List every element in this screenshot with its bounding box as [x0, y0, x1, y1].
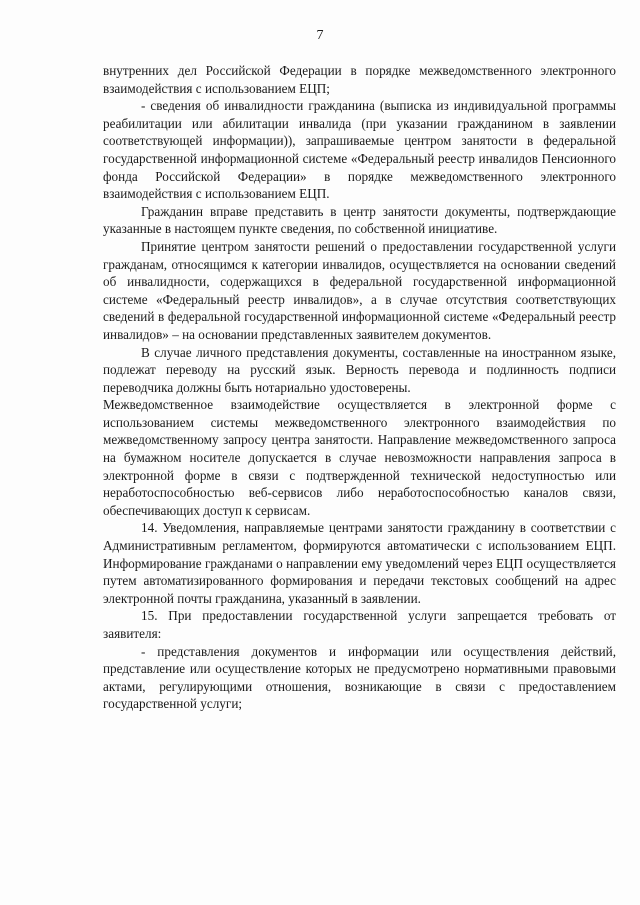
paragraph: Принятие центром занятости решений о предоставлении государственной услуги гражданам, относящимся к категории инвалидов, осуществляется на основании сведений об инвалидности, содержащихся в федеральной государственной информационной системе «Федеральный реестр инвалидов», а в случае отсутствия соответствующих сведений в федеральной государственной информационной системе «Федеральный реестр инвалидов» – на основании представленных заявителем документов.	[103, 238, 616, 342]
paragraph: 14. Уведомления, направляемые центрами занятости гражданину в соответствии с Административным регламентом, формируются автоматически с использованием ЕЦП. Информирование гражданами о направлении ему уведомлений через ЕЦП осуществляется путем автоматизированного формирования и передачи текстовых сообщений на адрес электронной почты гражданина, указанный в заявлении.	[103, 520, 616, 606]
paragraph: внутренних дел Российской Федерации в порядке межведомственного электронного взаимодействия с использованием ЕЦП;	[103, 63, 616, 96]
paragraph: Гражданин вправе представить в центр занятости документы, подтверждающие указанные в настоящем пункте сведения, по собственной инициативе.	[103, 203, 616, 237]
paragraph: - представления документов и информации или осуществления действий, представление или осуществление которых не предусмотрено нормативными правовыми актами, регулирующими отношения, возникающие в связи с предоставлением государственной услуги;	[103, 643, 616, 712]
paragraph: Межведомственное взаимодействие осуществляется в электронной форме с использованием системы межведомственного электронного взаимодействия по межведомственному запросу центра занятости. Направление межведомственного запроса на бумажном носителе допускается в случае невозможности направления запроса в электронной форме в связи с подтвержденной технической недоступностью или неработоспособностью веб-сервисов либо неработоспособностью каналов связи, обеспечивающих доступ к сервисам.	[103, 397, 616, 518]
paragraph: 15. При предоставлении государственной услуги запрещается требовать от заявителя:	[103, 608, 616, 641]
paragraph: В случае личного представления документы, составленные на иностранном языке, подлежат переводу на русский язык. Верность перевода и подлинность подписи переводчика должны быть нотариально удостоверены.	[103, 344, 616, 395]
page-number: 7	[316, 28, 324, 43]
document-body	[103, 62, 616, 713]
paragraph: - сведения об инвалидности гражданина (выписка из индивидуальной программы реабилитации или абилитации инвалида (при указании гражданином в заявлении соответствующей информации)), запрашиваемые центром занятости в федеральной государственной информационной системе «Федеральный реестр инвалидов Пенсионного фонда Российской Федерации» в порядке межведомственного электронного взаимодействия с использованием ЕЦП.	[103, 98, 616, 202]
